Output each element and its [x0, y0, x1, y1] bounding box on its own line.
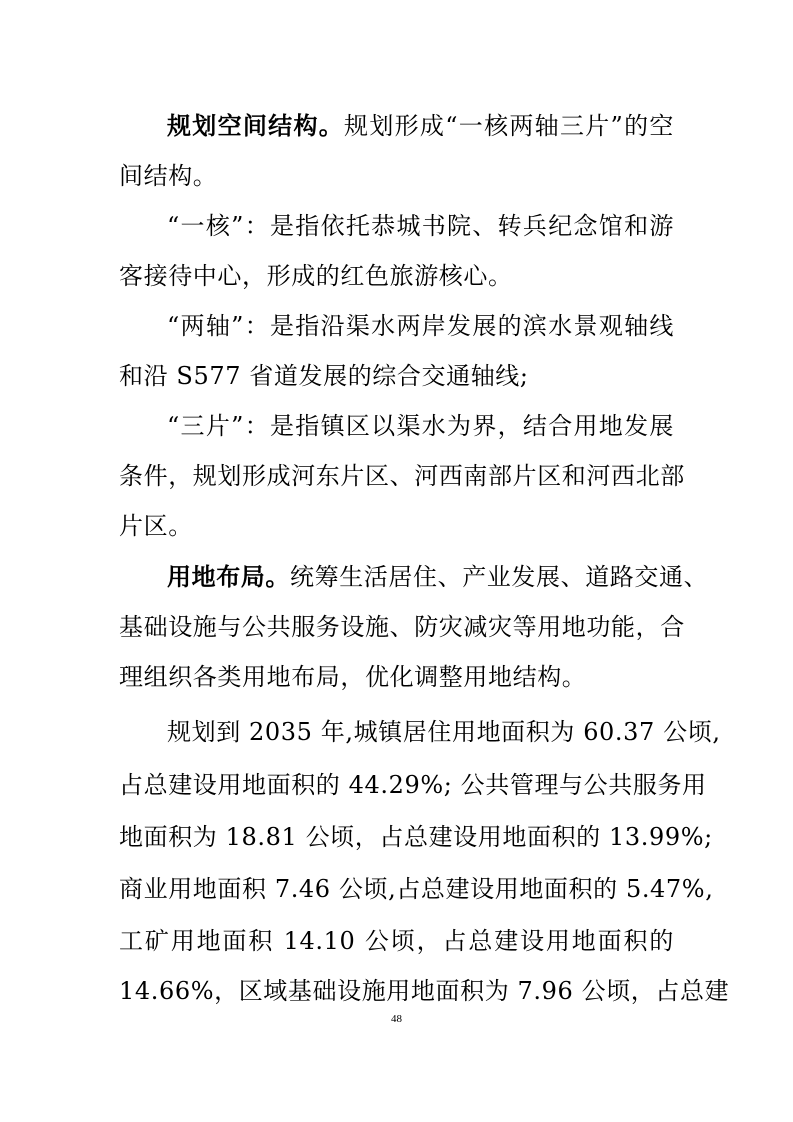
heading-spatial-structure: 规划空间结构。: [167, 112, 345, 140]
paragraph-spatial-structure-line-1: [167, 111, 674, 141]
paragraph-land-layout-line-2: 基础设施与公共服务设施、防灾减灾等用地功能，合: [119, 613, 685, 641]
paragraph-one-core-line-1: “一核”：是指依托恭城书院、转兵纪念馆和游: [167, 212, 674, 240]
text-land-layout: 统筹生活居住、产业发展、道路交通、: [290, 563, 709, 591]
paragraph-2035-plan-line-6: 14.66%，区域基础设施用地面积为 7.96 公顷，占总建: [119, 977, 730, 1005]
paragraph-2035-plan-line-2: 占总建设用地面积的 44.29%; 公共管理与公共服务用: [119, 771, 707, 799]
paragraph-spatial-structure-line-2: 间结构。: [119, 162, 218, 190]
paragraph-three-zones-line-2: 条件，规划形成河东片区、河西南部片区和河西北部: [119, 462, 685, 490]
paragraph-two-axes-line-1: “两轴”：是指沿渠水两岸发展的滨水景观轴线: [167, 312, 674, 340]
page-number: 48: [391, 1013, 402, 1025]
paragraph-2035-plan-line-4: 商业用地面积 7.46 公顷,占总建设用地面积的 5.47%,: [119, 875, 714, 903]
paragraph-three-zones-line-1: “三片”：是指镇区以渠水为界，结合用地发展: [167, 412, 674, 440]
paragraph-2035-plan-line-1: 规划到 2035 年,城镇居住用地面积为 60.37 公顷,: [167, 718, 721, 746]
paragraph-2035-plan-line-3: 地面积为 18.81 公顷，占总建设用地面积的 13.99%;: [119, 823, 713, 851]
paragraph-land-layout-line-1: [167, 562, 709, 592]
paragraph-one-core-line-2: 客接待中心，形成的红色旅游核心。: [119, 262, 513, 290]
paragraph-three-zones-line-3: 片区。: [119, 512, 193, 540]
paragraph-land-layout-line-3: 理组织各类用地布局，优化调整用地结构。: [119, 663, 587, 691]
text-spatial-structure: 规划形成“一核两轴三片”的空: [344, 112, 674, 140]
paragraph-2035-plan-line-5: 工矿用地面积 14.10 公顷，占总建设用地面积的: [119, 927, 674, 955]
paragraph-two-axes-line-2: 和沿 S577 省道发展的综合交通轴线;: [119, 362, 529, 390]
heading-land-layout: 用地布局。: [167, 563, 290, 591]
